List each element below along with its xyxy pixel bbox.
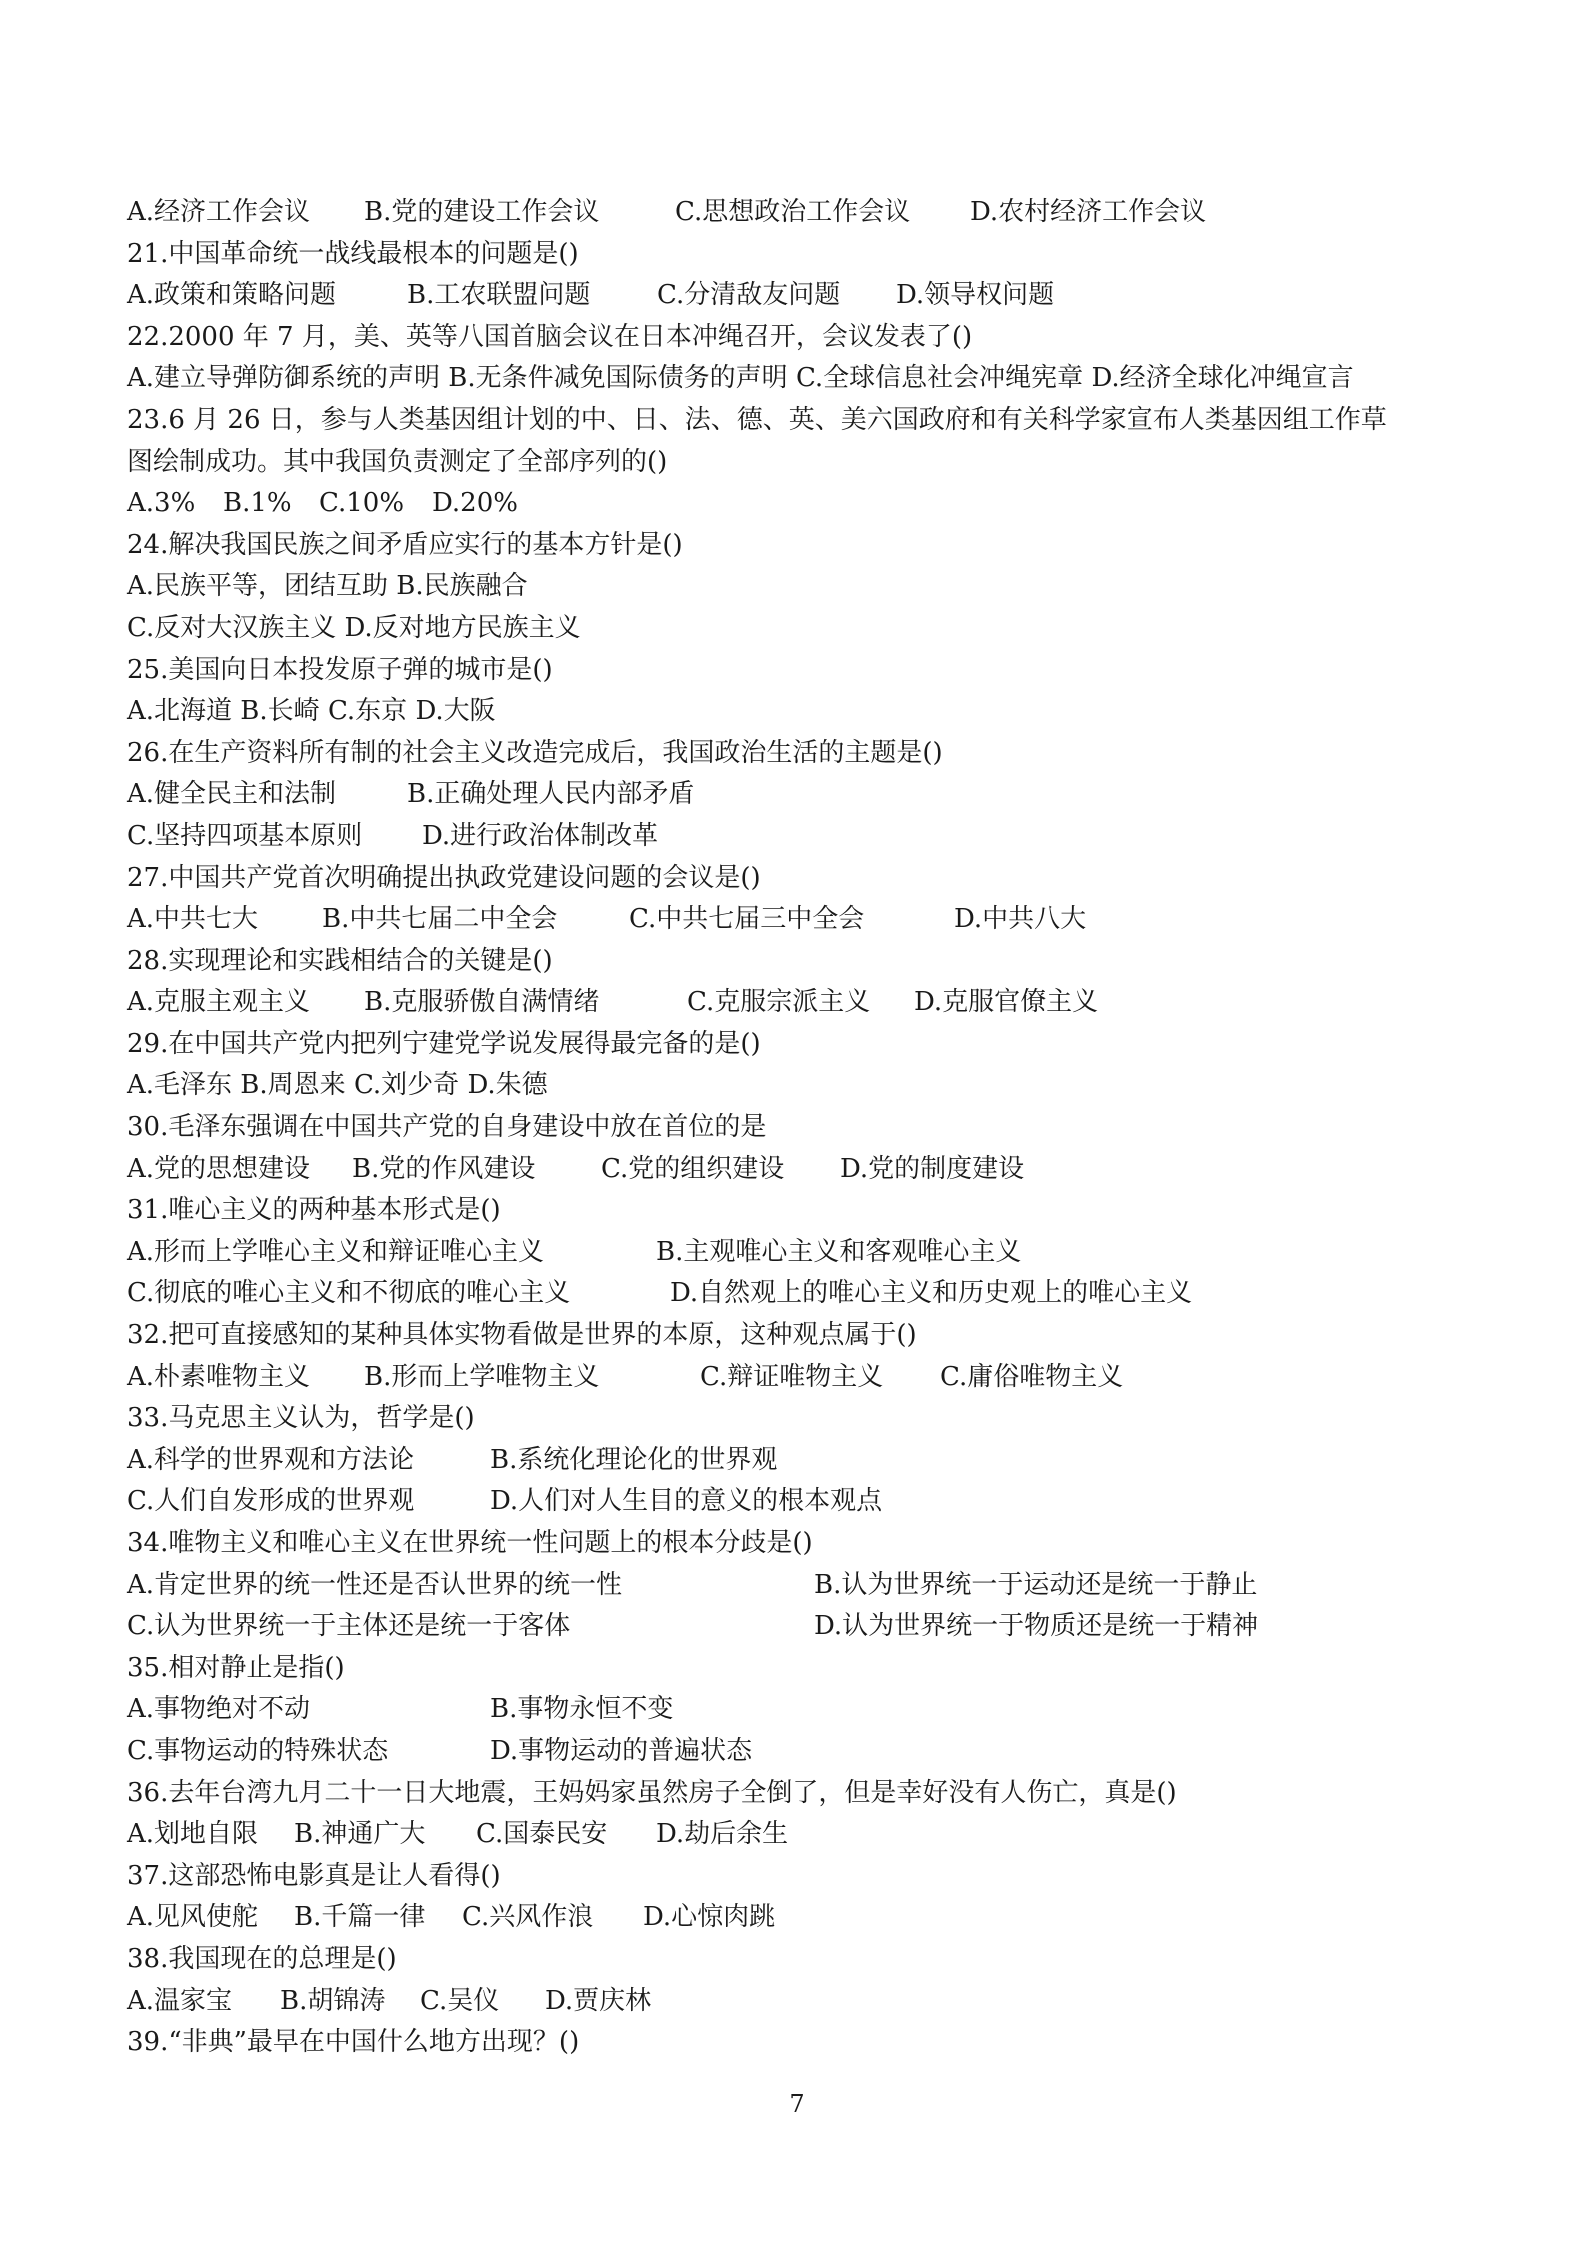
option-c: C.中共七届三中全会 — [629, 904, 865, 935]
option-b: B.主观唯心主义和客观唯心主义 — [656, 1236, 1022, 1267]
option-line: A.民族平等，团结互助 B.民族融合 — [127, 571, 528, 602]
option-line — [127, 483, 1477, 525]
option-line — [127, 774, 1477, 816]
option-a: A.政策和策略问题 — [127, 280, 337, 311]
question-23-continued: 图绘制成功。其中我国负责测定了全部序列的() — [127, 446, 668, 477]
question-24: 24.解决我国民族之间矛盾应实行的基本方针是() — [127, 529, 683, 560]
option-d: D.20% — [432, 488, 518, 519]
question-33: 33.马克思主义认为，哲学是() — [127, 1403, 475, 1434]
option-a: A.事物绝对不动 — [127, 1694, 311, 1725]
option-d: D.认为世界统一于物质还是统一于精神 — [814, 1611, 1259, 1642]
question-34: 34.唯物主义和唯心主义在世界统一性问题上的根本分歧是() — [127, 1528, 813, 1558]
option-d: D.克服官僚主义 — [914, 987, 1099, 1018]
option-d: D.党的制度建设 — [840, 1153, 1025, 1184]
option-d: D.心惊肉跳 — [643, 1902, 776, 1933]
option-line — [127, 1731, 1477, 1773]
option-c: C.人们自发形成的世界观 — [127, 1486, 415, 1517]
option-c: C.吴仪 — [420, 1985, 500, 2016]
question-32: 32.把可直接感知的某种具体实物看做是世界的本原，这种观点属于() — [127, 1320, 917, 1351]
option-c: C.分清敌友问题 — [657, 280, 841, 311]
question-26: 26.在生产资料所有制的社会主义改造完成后，我国政治生活的主题是() — [127, 737, 943, 768]
option-a: A.朴素唯物主义 — [127, 1361, 311, 1392]
question-list — [127, 192, 1477, 2064]
option-a: A.健全民主和法制 — [127, 779, 337, 810]
question-27: 27.中国共产党首次明确提出执政党建设问题的会议是() — [127, 862, 761, 893]
option-line: A.毛泽东 B.周恩来 C.刘少奇 D.朱德 — [127, 1070, 548, 1101]
option-c: C.兴风作浪 — [462, 1902, 594, 1933]
option-d: D.中共八大 — [954, 904, 1087, 935]
option-a: A.党的思想建设 — [127, 1153, 311, 1184]
option-d: D.农村经济工作会议 — [970, 197, 1207, 227]
option-a: A.科学的世界观和方法论 — [127, 1444, 415, 1475]
option-line — [127, 1981, 1477, 2023]
option-d: D.进行政治体制改革 — [422, 820, 659, 851]
option-b: B.1% — [223, 488, 292, 519]
option-line — [127, 1481, 1477, 1523]
option-line — [127, 1565, 1477, 1607]
option-b: B.工农联盟问题 — [407, 280, 591, 311]
option-line — [127, 1606, 1477, 1648]
option-line — [127, 275, 1477, 317]
option-a: A.克服主观主义 — [127, 987, 311, 1018]
option-line — [127, 982, 1477, 1024]
option-a: A.3% — [127, 488, 196, 519]
question-36: 36.去年台湾九月二十一日大地震，王妈妈家虽然房子全倒了，但是幸好没有人伤亡，真是() — [127, 1777, 1177, 1808]
question-37: 37.这部恐怖电影真是让人看得() — [127, 1860, 501, 1891]
option-c: C.辩证唯物主义 — [700, 1361, 884, 1392]
option-b: B.克服骄傲自满情绪 — [364, 987, 600, 1018]
option-b: B.正确处理人民内部矛盾 — [407, 779, 695, 810]
question-25: 25.美国向日本投发原子弹的城市是() — [127, 654, 553, 685]
option-line — [127, 816, 1477, 858]
option-line — [127, 1232, 1477, 1274]
option-b: B.事物永恒不变 — [490, 1694, 674, 1725]
option-line — [127, 1440, 1477, 1482]
option-a: A.见风使舵 — [127, 1902, 259, 1933]
option-b: B.认为世界统一于运动还是统一于静止 — [814, 1569, 1258, 1600]
option-b: B.千篇一律 — [294, 1902, 426, 1933]
option-c: C.党的组织建设 — [601, 1153, 785, 1184]
option-d: D.劫后余生 — [656, 1819, 789, 1850]
option-line — [127, 1149, 1477, 1191]
option-c: C.国泰民安 — [476, 1819, 608, 1850]
option-line — [127, 1689, 1477, 1731]
option-b: B.系统化理论化的世界观 — [490, 1444, 778, 1475]
option-c: C.事物运动的特殊状态 — [127, 1735, 389, 1766]
question-22: 22.2000 年 7 月，美、英等八国首脑会议在日本冲绳召开，会议发表了() — [127, 321, 973, 352]
option-a: A.形而上学唯心主义和辩证唯心主义 — [127, 1236, 545, 1267]
option-line — [127, 192, 1477, 234]
question-23: 23.6 月 26 日，参与人类基因组计划的中、日、法、德、英、美六国政府和有关科学家宣布人类基因组工作草 — [127, 404, 1387, 435]
option-b: B.党的建设工作会议 — [364, 197, 600, 227]
option-c: C.彻底的唯心主义和不彻底的唯心主义 — [127, 1278, 571, 1309]
option-b: B.中共七届二中全会 — [322, 904, 558, 935]
option-b: B.神通广大 — [294, 1819, 426, 1850]
question-29: 29.在中国共产党内把列宁建党学说发展得最完备的是() — [127, 1028, 761, 1059]
option-a: A.温家宝 — [127, 1985, 233, 2016]
option-line — [127, 1897, 1477, 1939]
option-line: A.北海道 B.长崎 C.东京 D.大阪 — [127, 696, 496, 727]
option-b: B.形而上学唯物主义 — [364, 1361, 600, 1392]
option-line — [127, 1357, 1477, 1399]
option-line — [127, 1814, 1477, 1856]
question-21: 21.中国革命统一战线最根本的问题是() — [127, 238, 579, 269]
option-d: D.事物运动的普遍状态 — [490, 1735, 753, 1766]
question-38: 38.我国现在的总理是() — [127, 1943, 397, 1974]
question-35: 35.相对静止是指() — [127, 1652, 345, 1683]
option-line: C.反对大汉族主义 D.反对地方民族主义 — [127, 612, 581, 643]
option-d: D.人们对人生目的意义的根本观点 — [490, 1486, 883, 1517]
option-b: B.党的作风建设 — [352, 1153, 536, 1184]
option-c: C.10% — [319, 488, 405, 519]
page-number: 7 — [789, 2090, 805, 2118]
option-a: A.划地自限 — [127, 1819, 259, 1850]
option-c: C.认为世界统一于主体还是统一于客体 — [127, 1611, 571, 1642]
option-line — [127, 899, 1477, 941]
option-b: B.胡锦涛 — [280, 1985, 386, 2016]
question-28: 28.实现理论和实践相结合的关键是() — [127, 945, 553, 976]
option-c: C.克服宗派主义 — [687, 987, 871, 1018]
option-line: A.建立导弹防御系统的声明 B.无条件减免国际债务的声明 C.全球信息社会冲绳宪章 D.经济全球化冲绳宣言 — [127, 363, 1354, 394]
option-c: C.思想政治工作会议 — [675, 197, 911, 227]
option-line — [127, 1273, 1477, 1315]
question-31: 31.唯心主义的两种基本形式是() — [127, 1195, 501, 1226]
option-a: A.经济工作会议 — [127, 197, 311, 227]
question-30: 30.毛泽东强调在中国共产党的自身建设中放在首位的是 — [127, 1112, 767, 1143]
option-d: D.贾庆林 — [545, 1985, 652, 2016]
option-d: C.庸俗唯物主义 — [940, 1361, 1124, 1392]
option-a: A.肯定世界的统一性还是否认世界的统一性 — [127, 1569, 623, 1600]
option-d: D.领导权问题 — [896, 280, 1055, 311]
question-39: 39.“非典”最早在中国什么地方出现？() — [127, 2027, 580, 2058]
option-a: A.中共七大 — [127, 904, 259, 935]
option-c: C.坚持四项基本原则 — [127, 820, 363, 851]
option-d: D.自然观上的唯心主义和历史观上的唯心主义 — [670, 1278, 1193, 1309]
